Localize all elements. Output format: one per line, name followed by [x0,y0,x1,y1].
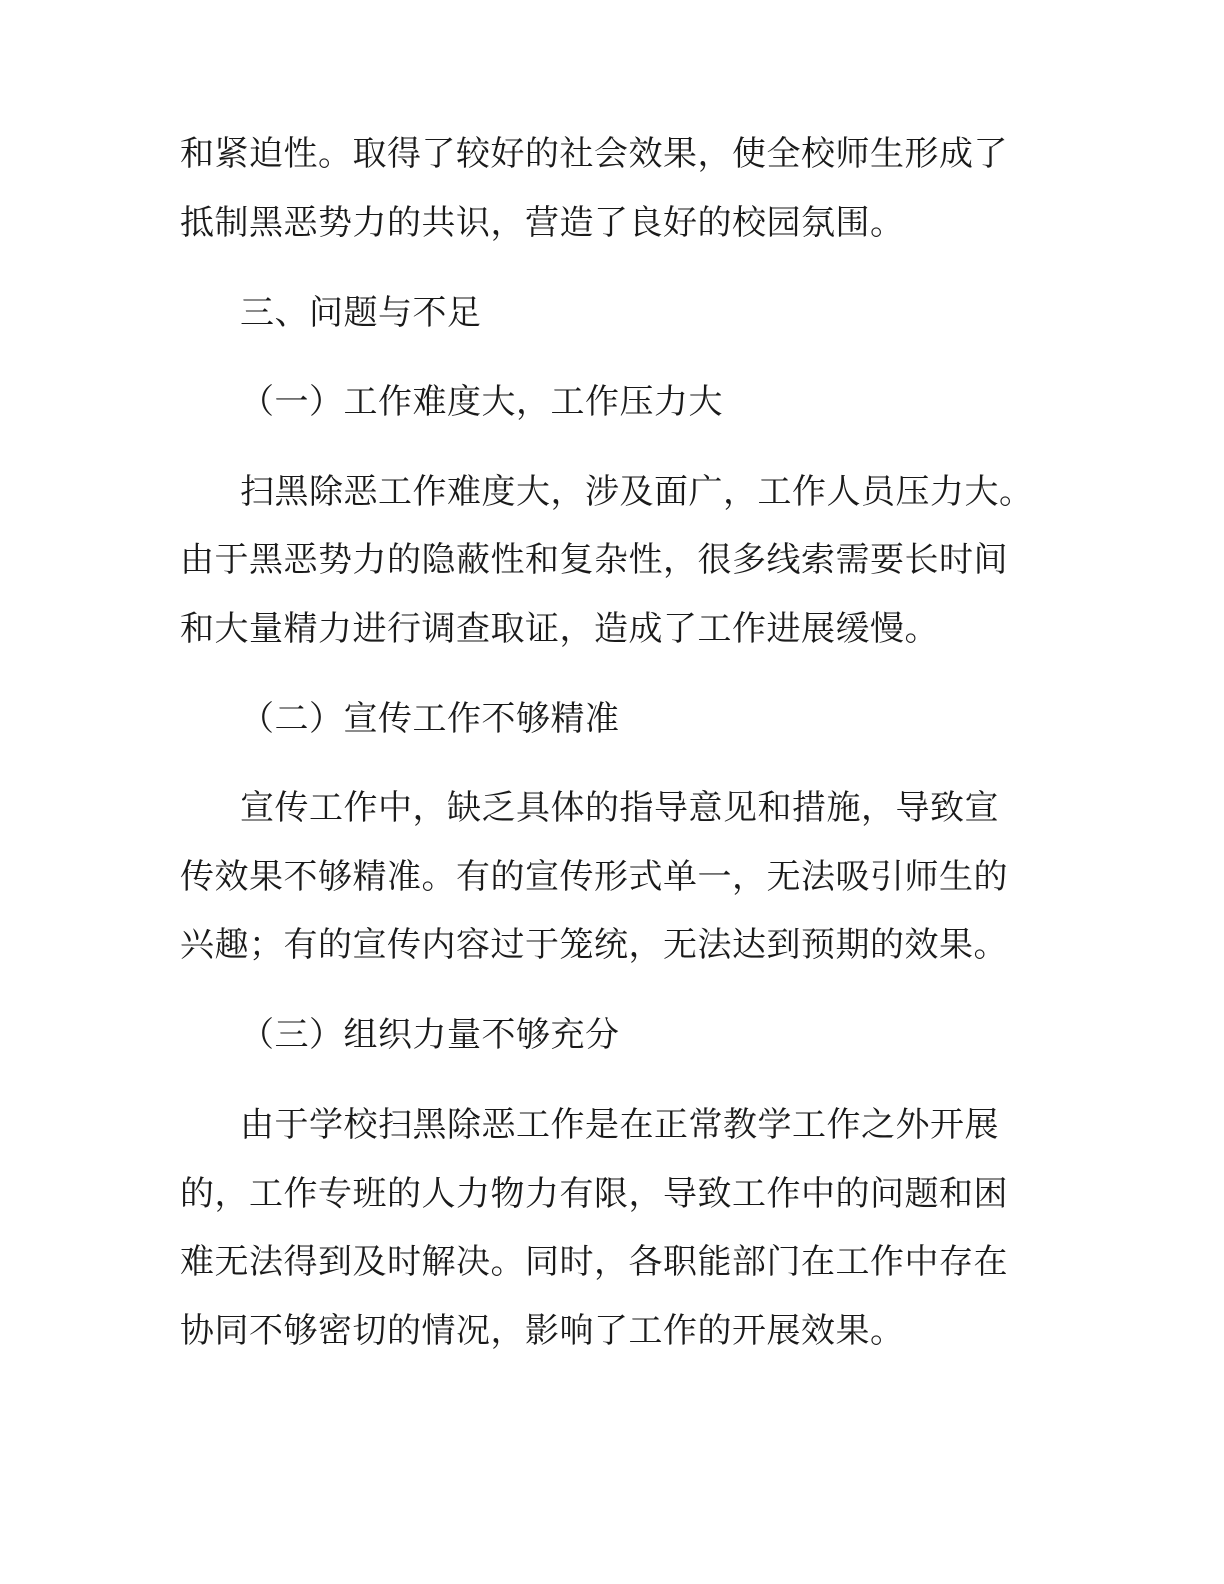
subsection-heading: （二）宣传工作不够精准 [240,699,620,739]
subsection-heading: （三）组织力量不够充分 [240,1015,620,1055]
paragraph-line: 和紧迫性。取得了较好的社会效果，使全校师生形成了 [180,134,1008,174]
paragraph-line: 抵制黑恶势力的共识，营造了良好的校园氛围。 [180,203,905,243]
paragraph-line: 宣传工作中，缺乏具体的指导意见和措施，导致宣 [240,788,999,828]
subsection-heading: （一）工作难度大，工作压力大 [240,382,723,422]
paragraph-line: 难无法得到及时解决。同时，各职能部门在工作中存在 [180,1242,1008,1282]
paragraph-line: 兴趣；有的宣传内容过于笼统，无法达到预期的效果。 [180,925,1008,965]
paragraph-line: 协同不够密切的情况，影响了工作的开展效果。 [180,1311,905,1351]
paragraph-line: 由于学校扫黑除恶工作是在正常教学工作之外开展 [240,1105,999,1145]
paragraph-line: 传效果不够精准。有的宣传形式单一，无法吸引师生的 [180,857,1008,897]
section-heading: 三、问题与不足 [240,293,482,333]
paragraph-line: 由于黑恶势力的隐蔽性和复杂性，很多线索需要长时间 [180,540,1008,580]
paragraph-line: 和大量精力进行调查取证，造成了工作进展缓慢。 [180,609,939,649]
paragraph-line: 的，工作专班的人力物力有限，导致工作中的问题和困 [180,1174,1008,1214]
paragraph-line: 扫黑除恶工作难度大，涉及面广，工作人员压力大。 [240,472,1034,512]
